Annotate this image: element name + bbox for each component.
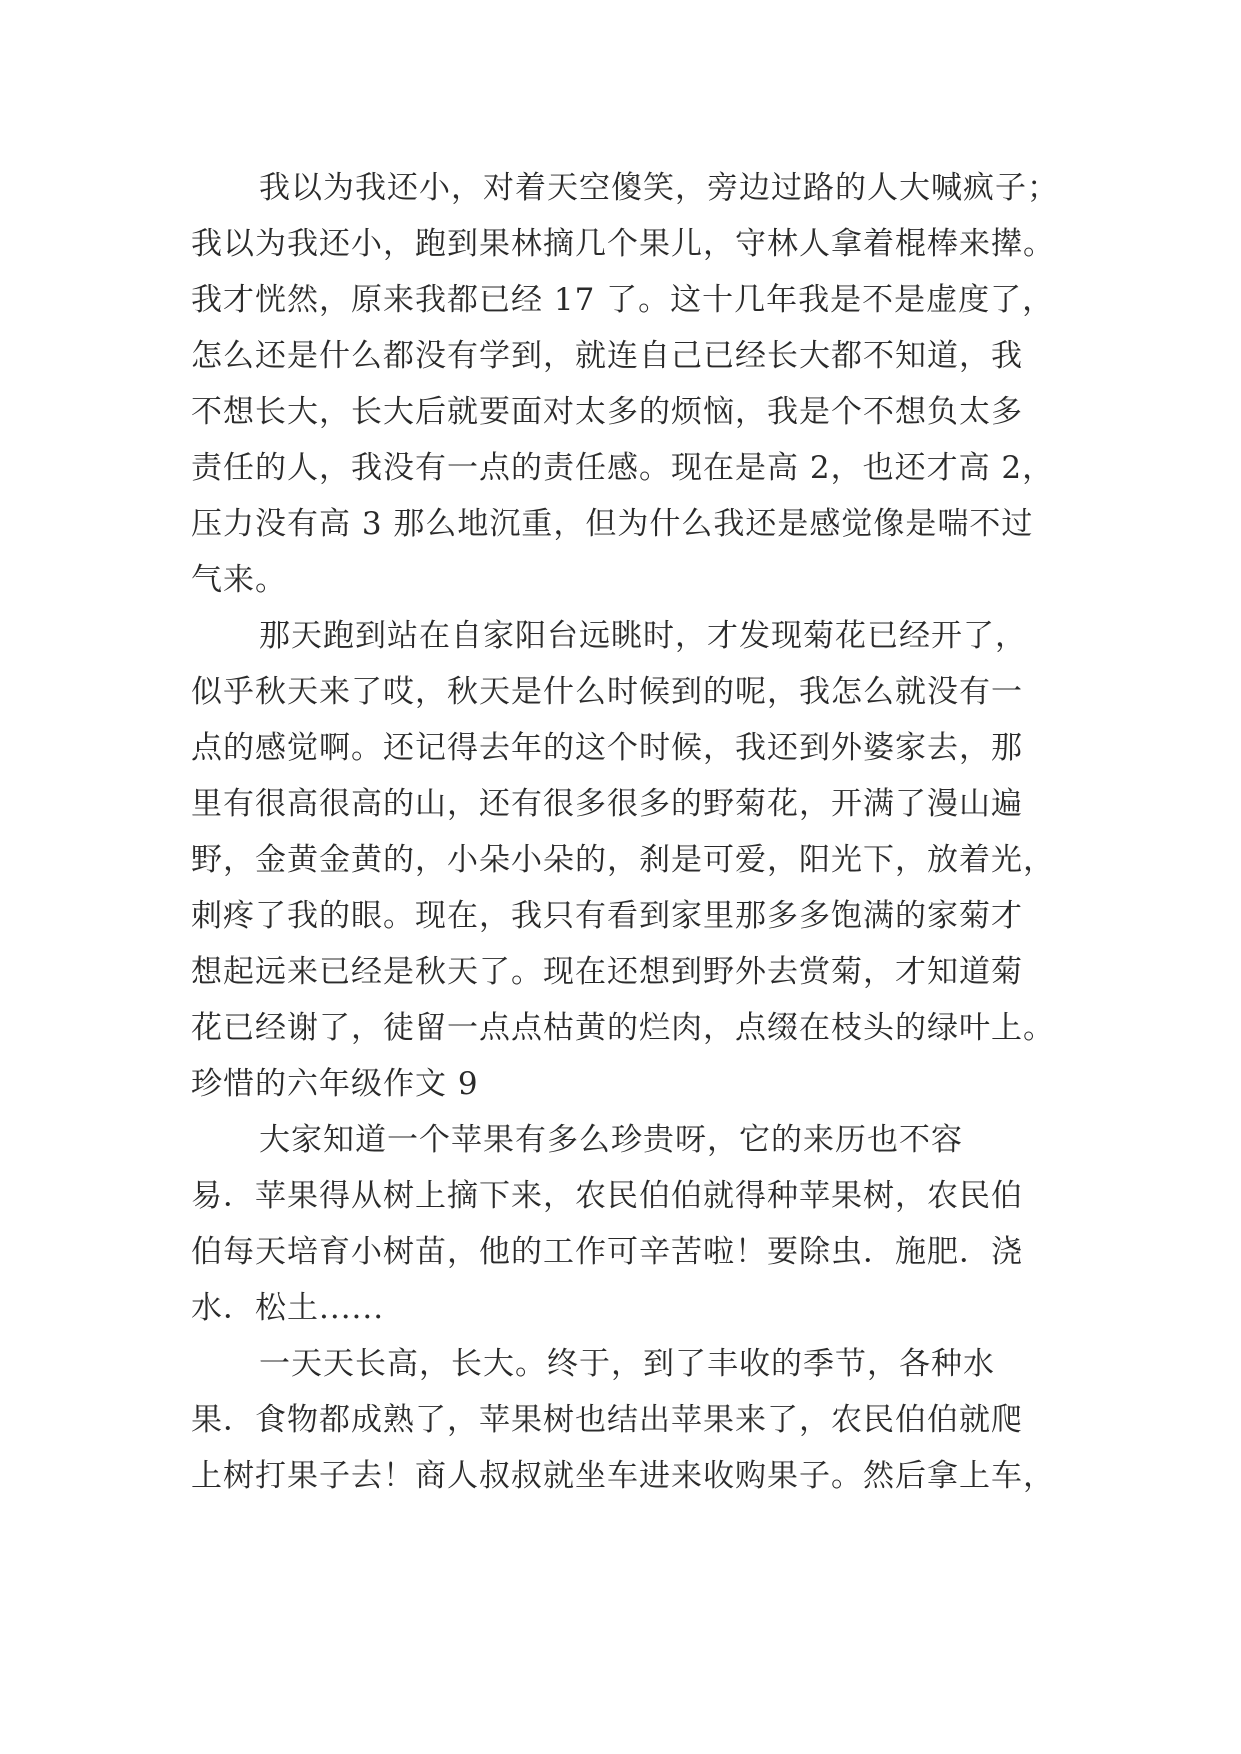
- paragraph-line: 果．食物都成熟了，苹果树也结出苹果来了，农民伯伯就爬: [191, 1402, 1023, 1438]
- paragraph-line: 易．苹果得从树上摘下来，农民伯伯就得种苹果树，农民伯: [191, 1178, 1023, 1214]
- paragraph-line: 里有很高很高的山，还有很多很多的野菊花，开满了漫山遍: [191, 786, 1023, 822]
- paragraph-line: 不想长大，长大后就要面对太多的烦恼，我是个不想负太多: [191, 394, 1023, 430]
- paragraph-line: 我以为我还小，对着天空傻笑，旁边过路的人大喊疯子；: [259, 170, 1059, 206]
- paragraph-line: 那天跑到站在自家阳台远眺时，才发现菊花已经开了，: [259, 618, 1027, 654]
- paragraph-line: 似乎秋天来了哎，秋天是什么时候到的呢，我怎么就没有一: [191, 674, 1023, 710]
- paragraph-line: 野，金黄金黄的，小朵小朵的，刹是可爱，阳光下，放着光，: [191, 842, 1055, 878]
- paragraph-line: 压力没有高 3 那么地沉重，但为什么我还是感觉像是喘不过: [191, 506, 1034, 542]
- paragraph-line: 怎么还是什么都没有学到，就连自己已经长大都不知道，我: [191, 338, 1023, 374]
- paragraph-line: 我才恍然，原来我都已经 17 了。这十几年我是不是虚度了，: [191, 282, 1055, 318]
- paragraph-line: 伯每天培育小树苗，他的工作可辛苦啦！要除虫．施肥．浇: [191, 1234, 1023, 1270]
- paragraph-line: 刺疼了我的眼。现在，我只有看到家里那多多饱满的家菊才: [191, 898, 1023, 934]
- section-title: 珍惜的六年级作文 9: [191, 1066, 479, 1102]
- paragraph-line: 上树打果子去！商人叔叔就坐车进来收购果子。然后拿上车，: [191, 1458, 1055, 1494]
- paragraph-line: 我以为我还小，跑到果林摘几个果儿，守林人拿着棍棒来撵。: [191, 226, 1055, 262]
- paragraph-line: 想起远来已经是秋天了。现在还想到野外去赏菊，才知道菊: [191, 954, 1023, 990]
- paragraph-line: 一天天长高，长大。终于，到了丰收的季节，各种水: [259, 1346, 995, 1382]
- paragraph-line: 水．松土......: [191, 1290, 385, 1326]
- paragraph-line: 点的感觉啊。还记得去年的这个时候，我还到外婆家去，那: [191, 730, 1023, 766]
- paragraph-line: 花已经谢了，徒留一点点枯黄的烂肉，点缀在枝头的绿叶上。: [191, 1010, 1055, 1046]
- paragraph-line: 责任的人，我没有一点的责任感。现在是高 2，也还才高 2，: [191, 450, 1055, 486]
- paragraph-line: 气来。: [191, 562, 287, 598]
- paragraph-line: 大家知道一个苹果有多么珍贵呀，它的来历也不容: [259, 1122, 963, 1158]
